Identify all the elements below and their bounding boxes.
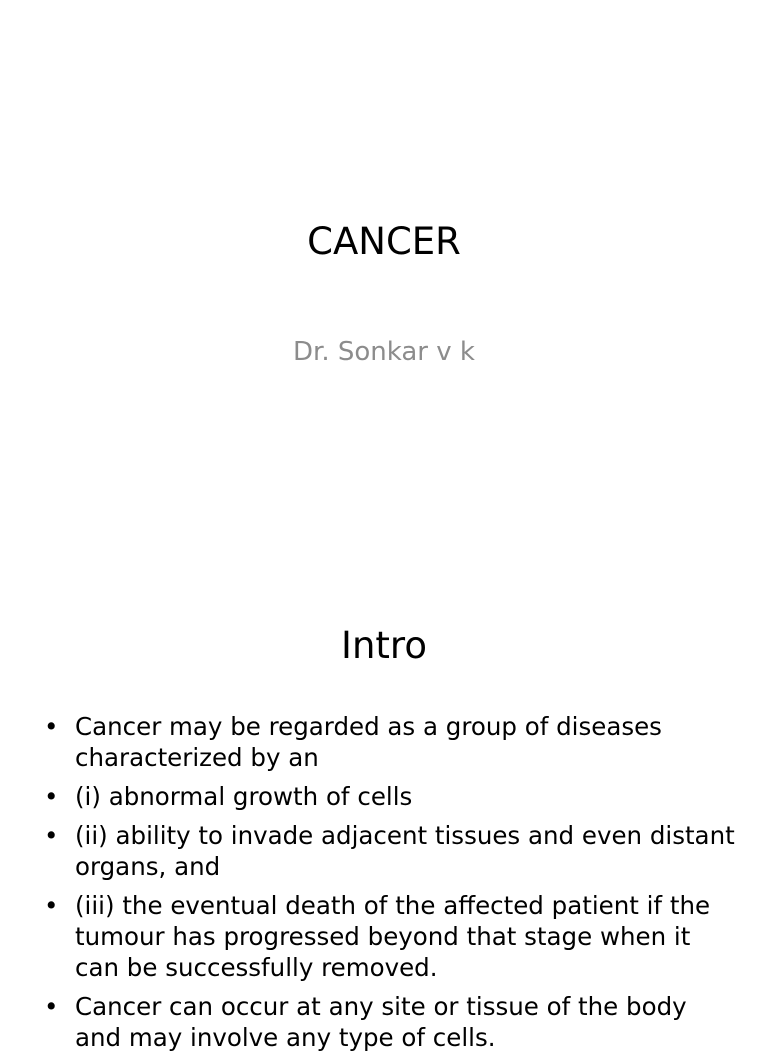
bullet-text: (iii) the eventual death of the affected patient if the tumour has progressed beyond that stage when it can be successfully removed.	[75, 891, 711, 982]
bullet-text: Cancer can occur at any site or tissue of the body and may involve any type of cells.	[75, 992, 687, 1052]
bullet-item	[0, 711, 768, 773]
bullet-list	[0, 711, 768, 1061]
bullet-dot-icon: •	[44, 821, 59, 850]
bullet-dot-icon: •	[44, 992, 59, 1021]
bullet-dot-icon: •	[44, 712, 59, 741]
bullet-item	[0, 991, 768, 1053]
bullet-text: Cancer may be regarded as a group of diseases characterized by an	[75, 712, 662, 772]
intro-title: Intro	[341, 624, 427, 667]
bullet-item	[0, 820, 768, 882]
slide-title: CANCER	[307, 220, 461, 263]
bullet-item	[0, 890, 768, 983]
slide-subtitle: Dr. Sonkar v k	[293, 337, 475, 367]
bullet-text: (ii) ability to invade adjacent tissues and even distant organs, and	[75, 821, 735, 881]
bullet-text: (i) abnormal growth of cells	[75, 782, 413, 811]
intro-slide	[0, 576, 768, 1052]
bullet-item	[0, 781, 768, 812]
bullet-dot-icon: •	[44, 891, 59, 920]
bullet-dot-icon: •	[44, 782, 59, 811]
